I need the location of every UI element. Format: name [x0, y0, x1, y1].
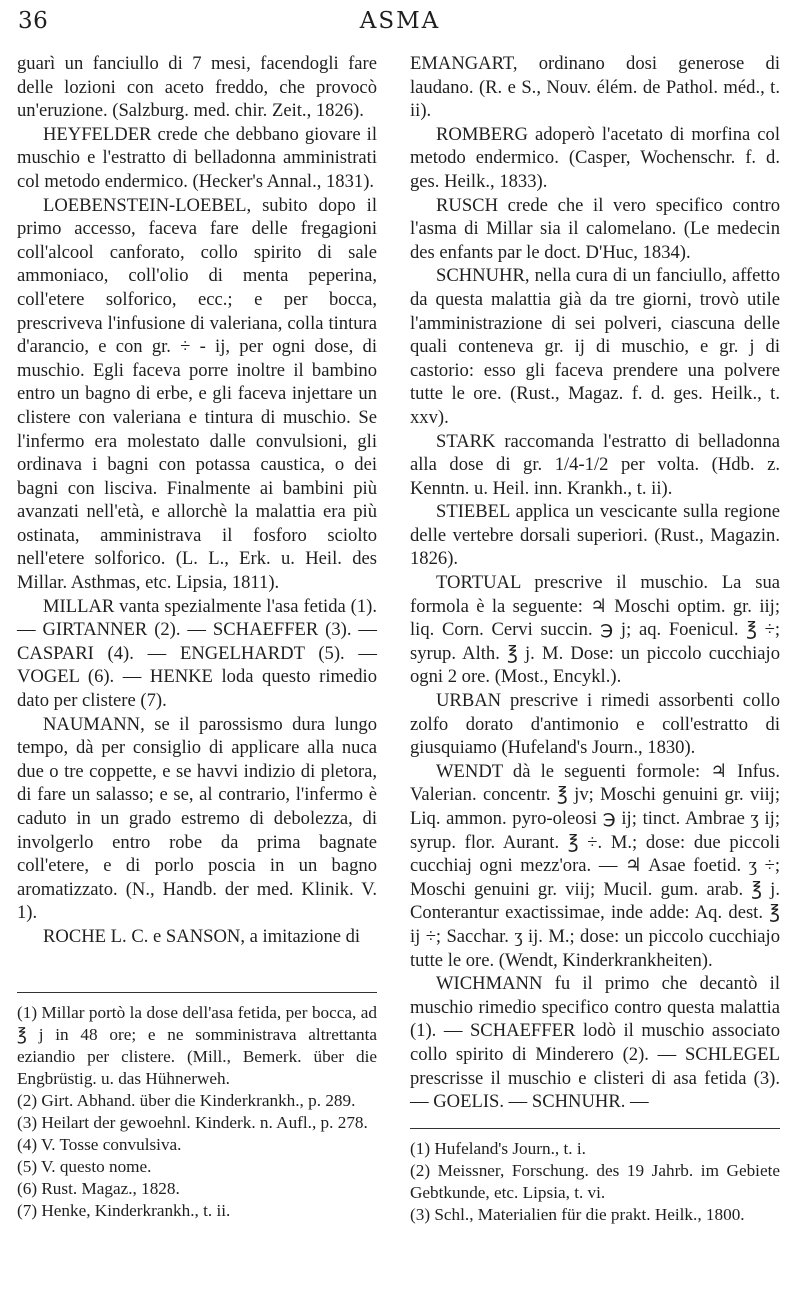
left-column-body: [17, 52, 377, 1002]
paragraph: guarì un fanciullo di 7 mesi, facendogli fare delle lozioni con aceto freddo, che provocò un'eruzione. (Salzburg. med. chir. Zeit., 1826).: [17, 53, 377, 122]
right-column-body: [410, 52, 780, 1113]
footnote: (1) Millar portò la dose dell'asa fetida, per bocca, ad ℥ j in 48 ore; e ne somministrava altrettanta eziandio per clistere. (Mill., Bemerk. über die Engbrüstig. u. das Hühnerweh.: [17, 1003, 377, 1088]
page-number: 36: [18, 8, 49, 34]
footnote: (4) V. Tosse convulsiva.: [17, 1135, 182, 1154]
footnote: (3) Heilart der gewoehnl. Kinderk. n. Aufl., p. 278.: [17, 1113, 368, 1132]
right-column: [410, 52, 780, 1113]
paragraph: HEYFELDER crede che debbano giovare il muschio e l'estratto di belladonna amministrati col metodo endermico. (Hecker's Annal., 1831).: [17, 123, 377, 192]
paragraph: RUSCH crede che il vero specifico contro l'asma di Millar sia il calomelano. (Le medecin des enfants par le doct. D'Huc, 1834).: [410, 194, 780, 263]
paragraph: ROCHE L. C. e SANSON, a imitazione di: [43, 925, 361, 947]
paragraph: ROMBERG adoperò l'acetato di morfina col metodo endermico. (Casper, Wochenschr. f. d. ges. Heilk., 1833).: [410, 123, 780, 192]
footnote: (5) V. questo nome.: [17, 1157, 152, 1176]
footnote: (6) Rust. Magaz., 1828.: [17, 1179, 180, 1198]
paragraph: WICHMANN fu il primo che decantò il muschio rimedio specifico contro questa malattia (1). — SCHAEFFER lodò il muschio associato collo spirito di Minderero (2). — SCHLEGEL prescrisse il muschio e clisteri di asa fetida (3). — GOELIS. — SCHNUHR. —: [410, 973, 780, 1113]
paragraph: STARK raccomanda l'estratto di belladonna alla dose di gr. 1/4-1/2 per volta. (Hdb. z. Kenntn. u. Heil. inn. Krankh., t. ii).: [410, 430, 780, 499]
paragraph: NAUMANN, se il parossismo dura lungo tempo, dà per consiglio di applicare alla nuca due o tre coppette, e se havvi indizio di pletora, di fare un salasso; e se, al contrario, l'infermo è caduto in un grado estremo di debolezza, di involgerlo entro robe da prima bagnate coll'etere, e di porlo poscia in un bagno aromatizzato. (N., Handb. der med. Klinik. V. 1).: [17, 713, 377, 924]
footnote-rule: [17, 992, 377, 993]
paragraph: TORTUAL prescrive il muschio. La sua formola è la seguente: ♃ Moschi optim. gr. iij; liq. Corn. Cervi succin. ℈ j; aq. Foenicul. ℥ ÷; syrup. Alth. ℥ j. M. Dose: un piccolo cucchiajo ogni 2 ore. (Most., Encykl.).: [410, 572, 780, 688]
footnote: (7) Henke, Kinderkrankh., t. ii.: [17, 1201, 231, 1220]
left-column: [17, 52, 377, 1002]
paragraph: EMANGART, ordinano dosi generose di laudano. (R. e S., Nouv. élém. de Pathol. méd., t. ii).: [410, 53, 780, 122]
footnote: (1) Hufeland's Journ., t. i.: [410, 1139, 586, 1158]
paragraph: STIEBEL applica un vescicante sulla regione delle vertebre dorsali superiori. (Rust., Magazin. 1826).: [410, 501, 780, 570]
right-footnotes: [410, 1138, 780, 1226]
paragraph: MILLAR vanta spezialmente l'asa fetida (1). — GIRTANNER (2). — SCHAEFFER (3). — CASPARI (4). — ENGELHARDT (5). — VOGEL (6). — HENKE loda questo rimedio dato per clistere (7).: [17, 595, 377, 712]
footnote-rule: [410, 1128, 780, 1129]
paragraph: SCHNUHR, nella cura di un fanciullo, affetto da questa malattia già da tre giorni, trovò utile l'amministrazione di sei polveri, ciascuna delle quali conteneva gr. ij di muschio, e gr. j di castorio: esso gli faceva prendere una polvere tutte le ore. (Rust., Magaz. f. d. ges. Heilk., t. xxv).: [410, 265, 780, 428]
paragraph: WENDT dà le seguenti formole: ♃ Infus. Valerian. concentr. ℥ jv; Moschi genuini gr. viij; Liq. ammon. pyro-oleosi ℈ ij; tinct. Ambrae ʒ ij; syrup. flor. Aurant. ℥ ÷. M.; dose: due piccoli cucchiaj ogni mezz'ora. — ♃ Asae foetid. ʒ ÷; Moschi genuini gr. viij; Mucil. gum. arab. ℥ j. Conterantur exactissimae, inde adde: Aq. dest. ℥ ij ÷; Sacchar. ʒ ij. M.; dose: un piccolo cucchiajo tutte le ore. (Wendt, Kinderkrankheiten).: [410, 760, 780, 971]
left-footnotes: [17, 1002, 377, 1222]
footnote: (3) Schl., Materialien für die prakt. Heilk., 1800.: [410, 1205, 745, 1224]
footnote: (2) Meissner, Forschung. des 19 Jahrb. im Gebiete Gebtkunde, etc. Lipsia, t. vi.: [410, 1161, 780, 1202]
running-title: ASMA: [359, 8, 441, 34]
paragraph: LOEBENSTEIN-LOEBEL, subito dopo il primo accesso, faceva fare delle fregagioni coll'alcool canforato, collo spirito di sale ammoniaco, coll'olio di menta peperina, coll'etere solforico, ecc.; e per bocca, prescriveva l'infusione di valeriana, colla tintura d'arancio, e con gr. ÷ - ij, per ogni dose, di muschio. Egli faceva porre inoltre il bambino entro un bagno di erbe, e gli faceva injettare un clistere con valeriana e tintura di muschio. Se l'infermo era molestato dalle convulsioni, gli ordinava i bagni con potassa caustica, o dei bagni con lisciva. Finalmente ai bambini più avanzati nell'età, e allorchè la malattia era più ostinata, amministrava il fosforo sciolto nell'etere solforico. (L. L., Erk. u. Heil. des Millar. Asthmas, etc. Lipsia, 1811).: [17, 194, 377, 594]
footnote: (2) Girt. Abhand. über die Kinderkrankh., p. 289.: [17, 1091, 356, 1110]
paragraph: URBAN prescrive i rimedi assorbenti collo zolfo dorato d'antimonio e coll'estratto di giusquiamo (Hufeland's Journ., 1830).: [410, 690, 780, 759]
